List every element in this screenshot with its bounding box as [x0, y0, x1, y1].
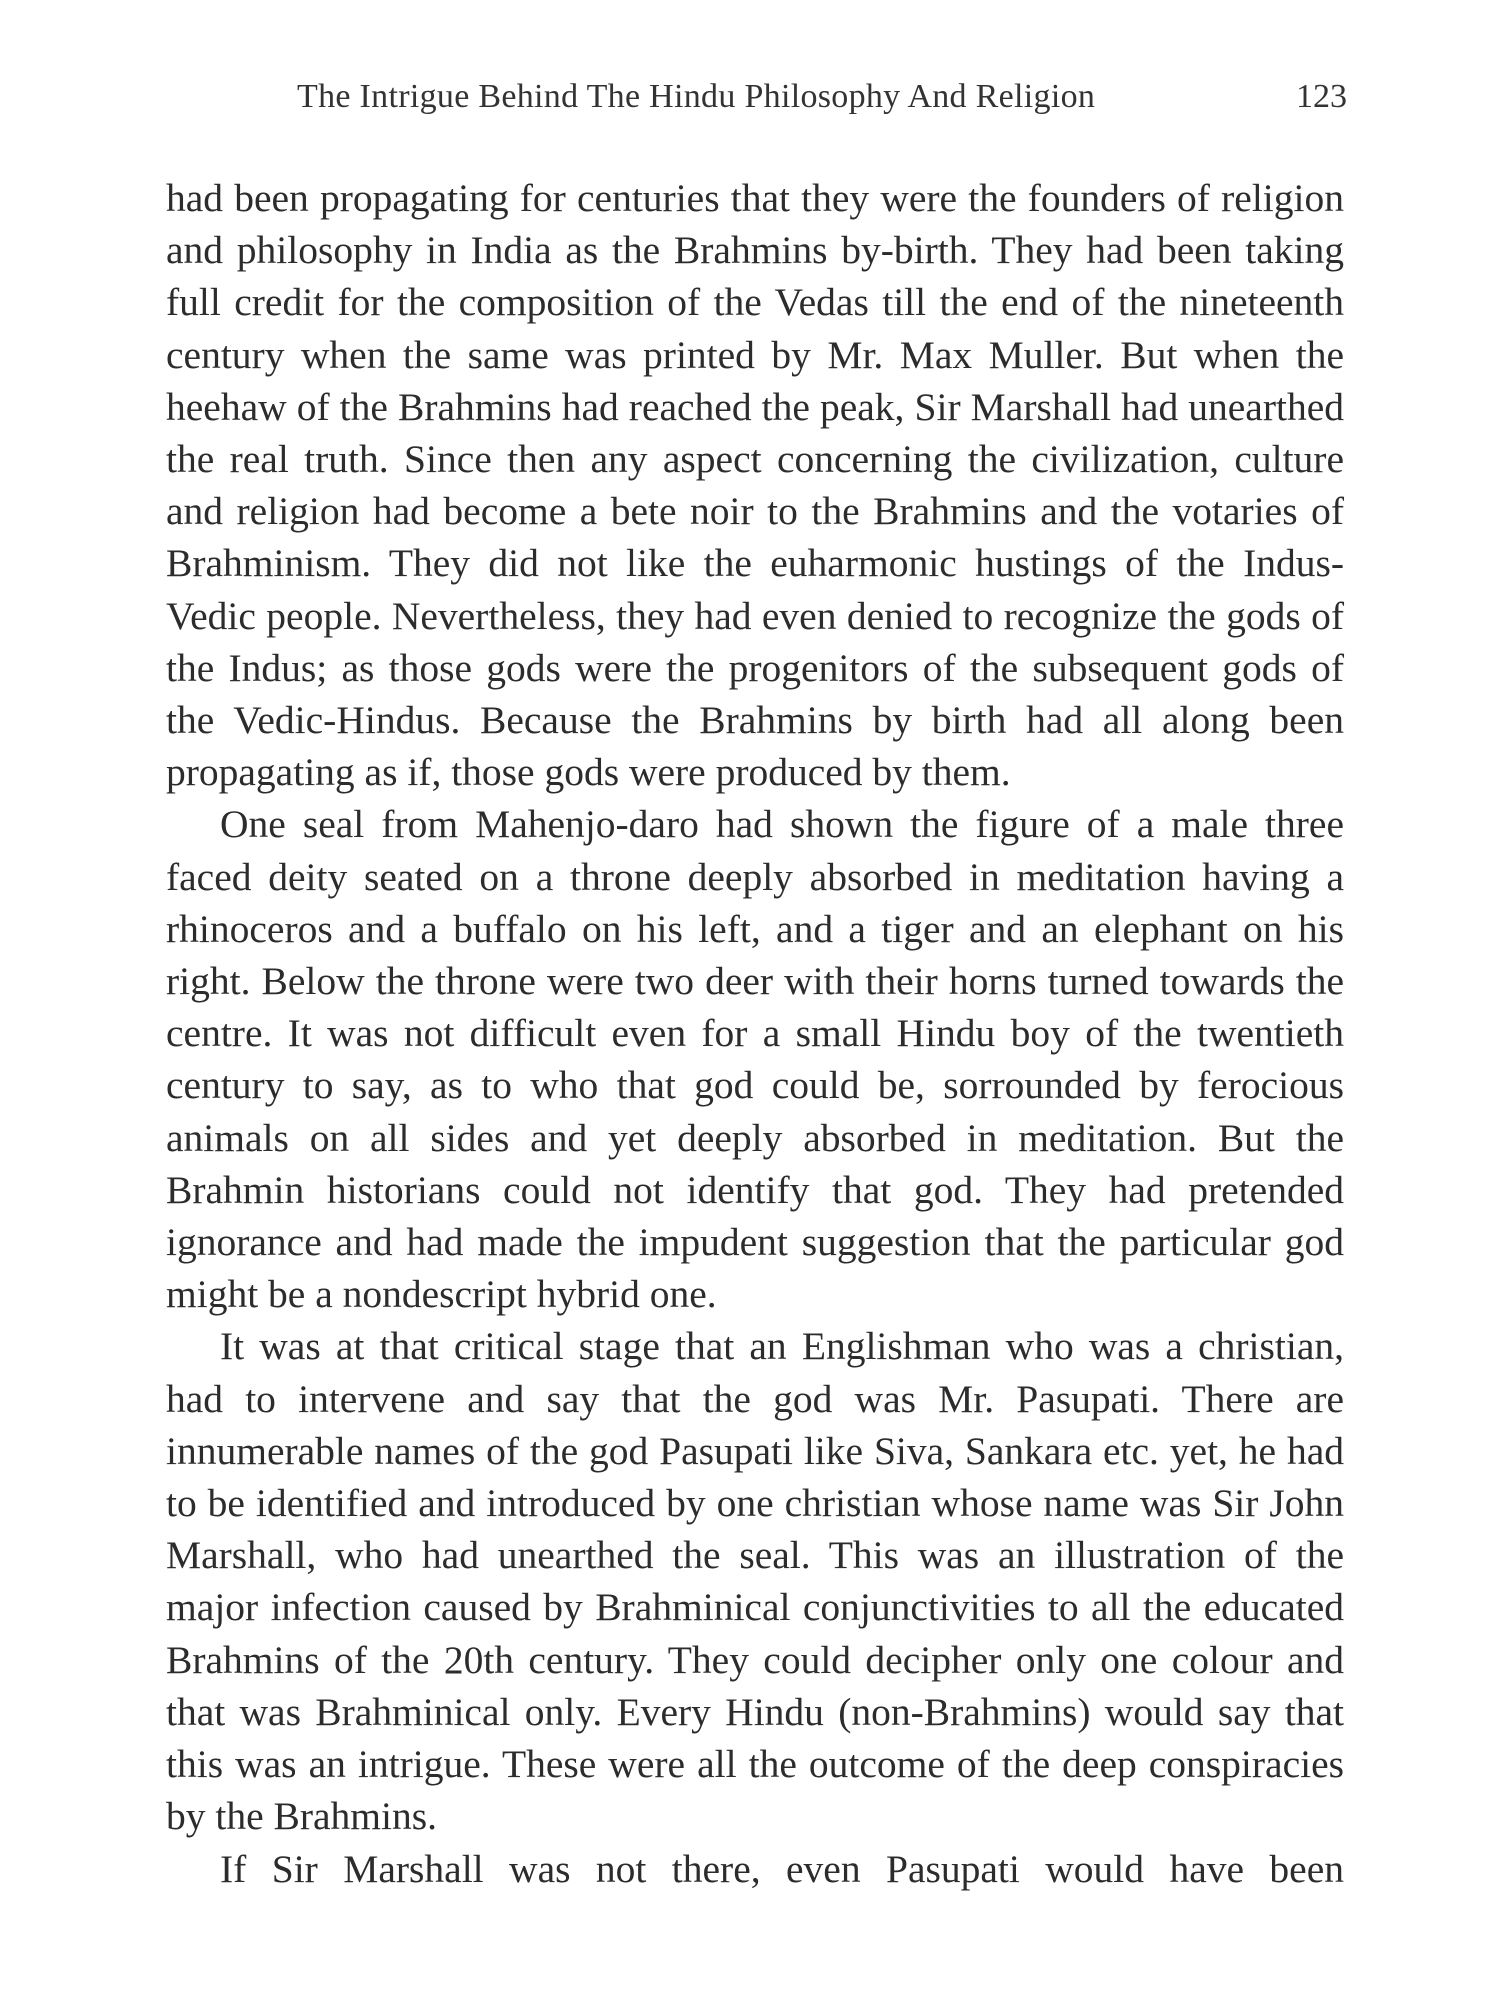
running-title: The Intrigue Behind The Hindu Philosophy And Religion [297, 78, 1096, 115]
paragraph-continuation: had been propagating for centuries that they were the founders of religion and philosophy in India as the Brahmins by-birth. They had been taking full credit for the composition of the Vedas till the end of the nineteenth century when the same was printed by Mr. Max Muller. But when the heehaw of the Brahmins had reached the peak, Sir Marshall had unearthed the real truth. Since then any aspect concerning the civilization, culture and religion had become a bete noir to the Brahmins and the votaries of Brahminism. They did not like the euharmonic hustings of the Indus-Vedic people. Nevertheless, they had even denied to recognize the gods of the Indus; as those gods were the progenitors of the subsequent gods of the Vedic-Hindus. Because the Brahmins by birth had all along been propagating as if, those gods were produced by them. [166, 176, 1344, 795]
body-text [166, 172, 1344, 1895]
paragraph-pasupati-identification: It was at that critical stage that an Englishman who was a christian, had to intervene and say that the god was Mr. Pasupati. There are innumerable names of the god Pasupati like Siva, Sankara etc. yet, he had to be identified and introduced by one christian whose name was Sir John Marshall, who had unearthed the seal. This was an illustration of the major infection caused by Brahminical conjunctivities to all the educated Brahmins of the 20th century. They could decipher only one colour and that was Brahminical only. Every Hindu (non-Brahmins) would say that this was an intrigue. These were all the outcome of the deep conspiracies by the Brahmins. [166, 1324, 1344, 1839]
paragraph-continued-next-page: If Sir Marshall was not there, even Pasupati would have been [220, 1846, 1344, 1891]
page-number: 123 [1296, 78, 1347, 115]
running-header [0, 78, 1500, 124]
paragraph-seal-description: One seal from Mahenjo-daro had shown the figure of a male three faced deity seated on a throne deeply absorbed in meditation having a rhinoceros and a buffalo on his left, and a tiger and an elephant on his right. Below the throne were two deer with their horns turned towards the centre. It was not difficult even for a small Hindu boy of the twentieth century to say, as to who that god could be, sorrounded by ferocious animals on all sides and yet deeply absorbed in meditation. But the Brahmin historians could not identify that god. They had pretended ignorance and had made the impudent suggestion that the particular god might be a nondescript hybrid one. [166, 802, 1344, 1317]
